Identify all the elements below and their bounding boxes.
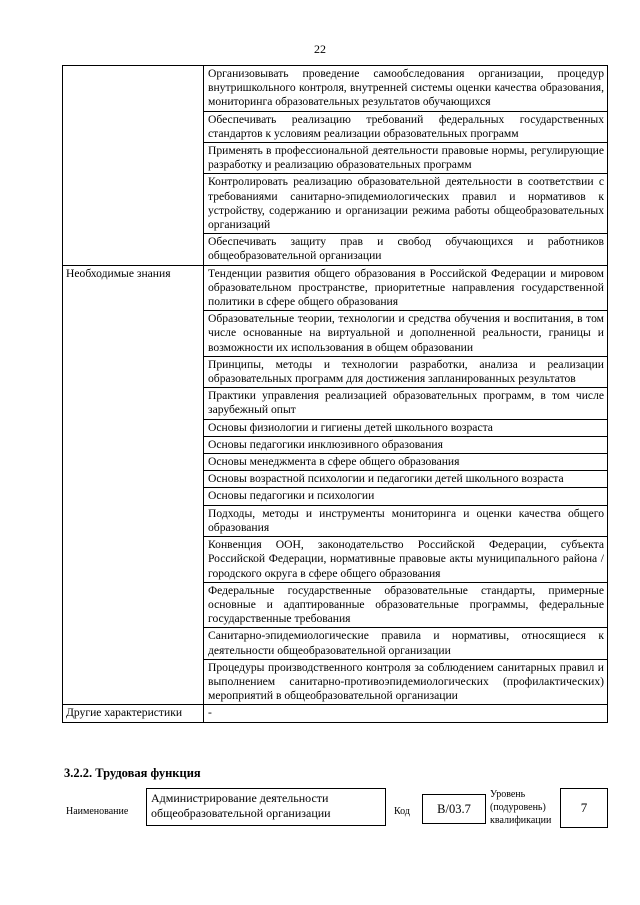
table-cell: Образовательные теории, технологии и средства обучения и воспитания, в том числе основанные на виртуальной и дополненной реальности, границы и возможности их использования в общем образовании [204,311,608,357]
table-cell: - [204,705,608,722]
page-number: 22 [314,42,326,56]
table-cell: Организовывать проведение самообследования организации, процедур внутришкольного контроля, внутренней системы оценки качества образования, мониторинга образовательных результатов обучающихся [204,66,608,112]
table-cell: Подходы, методы и инструменты мониторинга и оценки качества общего образования [204,505,608,536]
row-label-other: Другие характеристики [63,705,204,722]
table-cell: Конвенция ООН, законодательство Российской Федерации, субъекта Российской Федерации, нормативные правовые акты муниципального района / городского округа в сфере общего образования [204,537,608,583]
table-cell: Основы менеджмента в сфере общего образования [204,454,608,471]
table-cell: Основы физиологии и гигиены детей школьного возраста [204,419,608,436]
table-cell: Федеральные государственные образовательные стандарты, примерные основные и адаптированные образовательные программы, федеральные государственные требования [204,582,608,628]
name-label: Наименование [66,806,129,817]
table-row [63,705,608,722]
level-value: 7 [560,788,608,828]
code-label: Код [394,806,410,817]
table-cell: Основы педагогики и психологии [204,488,608,505]
table-cell: Контролировать реализацию образовательной деятельности в соответствии с требованиями санитарно-эпидемиологических правил и нормативов к устройству, содержанию и организации режима работы общеобразовательных организаций [204,174,608,234]
table-cell: Основы возрастной психологии и педагогики детей школьного возраста [204,471,608,488]
table-cell: Тенденции развития общего образования в Российской Федерации и мировом образовательном пространстве, приоритетные направления государственной политики в сфере общего образования [204,265,608,311]
table-cell: Санитарно-эпидемиологические правила и нормативы, относящиеся к деятельности общеобразовательной организации [204,628,608,659]
table-cell: Обеспечивать защиту прав и свобод обучающихся и работников общеобразовательной организации [204,234,608,265]
code-value: B/03.7 [422,794,486,824]
labor-function-header [62,788,608,838]
row-label-knowledge: Необходимые знания [63,265,204,705]
table-cell: Основы педагогики инклюзивного образования [204,436,608,453]
section-heading: 3.2.2. Трудовая функция [64,766,201,780]
table-cell: Процедуры производственного контроля за соблюдением санитарных правил и выполнением санитарно-противоэпидемиологических (профилактических) мероприятий в общеобразовательной организации [204,659,608,705]
table-cell: Практики управления реализацией образовательных программ, в том числе зарубежный опыт [204,388,608,419]
table-cell: Принципы, методы и технологии разработки, анализа и реализации образовательных программ для достижения запланированных результатов [204,356,608,387]
name-value: Администрирование деятельности общеобразовательной организации [146,788,386,826]
table-cell: Применять в профессиональной деятельности правовые нормы, регулирующие разработку и реализацию образовательных программ [204,143,608,174]
requirements-table [62,65,608,723]
table-cell: Обеспечивать реализацию требований федеральных государственных стандартов к условиям реализации образовательных программ [204,111,608,142]
table-row [63,66,608,112]
level-label: Уровень (подуровень) квалификации [490,789,552,826]
row-label-skills-continued [63,66,204,266]
table-row [63,265,608,311]
